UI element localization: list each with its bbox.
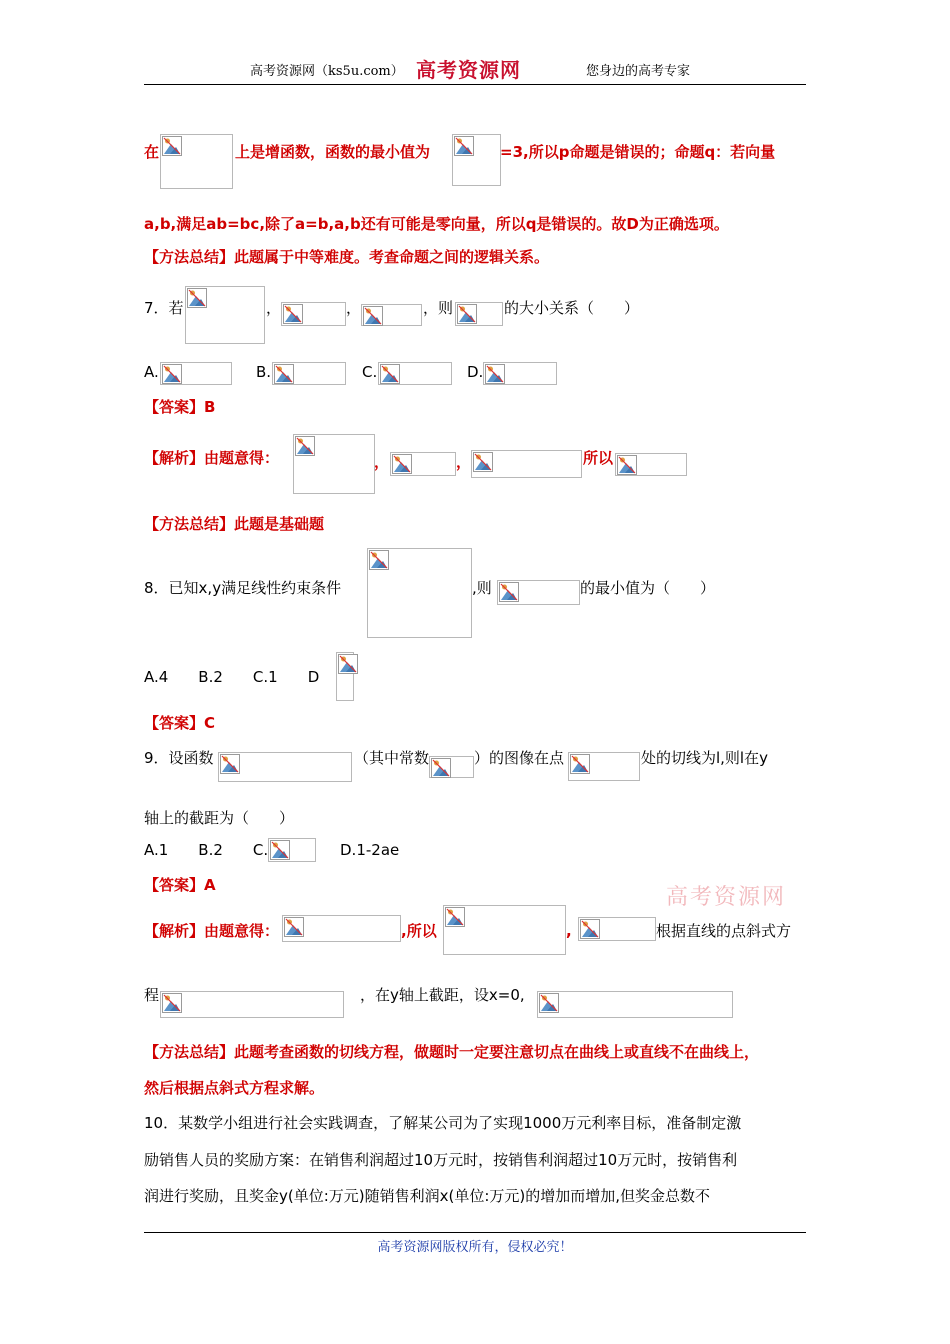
q7-text-a: 7．若 [144,299,184,317]
formula-image [281,302,346,326]
formula-image [483,362,557,385]
formula-image [361,304,422,326]
formula-image [429,756,474,778]
formula-image [367,548,472,638]
formula-image [218,752,352,782]
q8-text-b: ,则 [472,579,492,597]
q7-analysis-b: ， [374,453,390,471]
l1-text-c: =3,所以p命题是错误的；命题q：若向量 [500,143,776,161]
q9-text-e: 轴上的截距为（ ） [144,809,295,827]
formula-image [336,652,354,701]
q9-summary-2: 然后根据点斜式方程求解。 [144,1079,325,1097]
formula-image [378,362,452,385]
q9-analysis2-b: ，在y轴上截距，设x=0, [360,986,525,1004]
q9-analysis-b: ,所以 [401,922,437,940]
q7-analysis-a: 【解析】由题意得： [144,449,280,467]
q9-text-c: ）的图像在点 [474,749,565,767]
q9-answer: 【答案】A [144,876,216,894]
formula-image [160,134,233,189]
header-rule [144,84,806,85]
q7-text-c: ， [346,299,362,317]
formula-image [578,917,656,941]
formula-image [282,915,401,942]
q7-option-a: A. [144,363,159,381]
formula-image [471,450,582,478]
q7-text-e: 的大小关系（ ） [504,299,640,317]
formula-image [443,905,566,955]
formula-image [185,286,265,344]
q7-answer: 【答案】B [144,398,216,416]
formula-image [452,134,501,186]
q7-text-d: ，则 [423,299,454,317]
q9-text-a: 9．设函数 [144,749,214,767]
q7-option-d: D. [467,363,484,381]
l2-text: a,b,满足ab=bc,除了a=b,a,b还有可能是零向量，所以q是错误的。故D为正确选项。 [144,215,729,233]
q8-text-c: 的最小值为（ ） [580,579,716,597]
q7-analysis-d: 所以 [583,449,614,467]
q9-option-d: D.1-2ae [340,841,400,859]
watermark-logo: 高考资源网 [666,885,787,910]
q9-options-ab: A.1 B.2 C. [144,841,269,859]
formula-image [390,452,456,476]
q9-analysis-c: , [566,922,572,940]
q7-option-c: C. [362,363,378,381]
header-logo: 高考资源网 [416,58,521,82]
formula-image [272,362,346,385]
footer-rule [144,1232,806,1233]
formula-image [537,991,733,1018]
q9-analysis-a: 【解析】由题意得： [144,922,280,940]
formula-image [268,838,316,862]
q7-option-b: B. [256,363,272,381]
q10-line-2: 励销售人员的奖励方案：在销售利润超过10万元时，按销售利润超过10万元时，按销售利 [144,1151,738,1169]
formula-image [497,580,580,605]
q7-text-b: ， [266,299,282,317]
formula-image [160,362,232,385]
q8-answer: 【答案】C [144,714,216,732]
q8-text-a: 8．已知x,y满足线性约束条件 [144,579,342,597]
q9-text-b: （其中常数 [354,749,430,767]
q8-options: A.4 B.2 C.1 D [144,668,320,686]
q9-analysis-d: 根据直线的点斜式方 [656,922,792,940]
l1-text-b: 上是增函数，函数的最小值为 [235,143,431,161]
l1-text-a: 在 [144,143,160,161]
footer-text: 高考资源网版权所有，侵权必究！ [377,1240,573,1255]
q9-summary-1: 【方法总结】此题考查函数的切线方程，做题时一定要注意切点在曲线上或直线不在曲线上， [144,1043,760,1061]
q10-line-1: 10．某数学小组进行社会实践调查，了解某公司为了实现1000万元利率目标，准备制定激 [144,1114,742,1132]
q10-line-3: 润进行奖励，且奖金y(单位:万元)随销售利润x(单位:万元)的增加而增加,但奖金总数不 [144,1187,711,1205]
header-right: 您身边的高考专家 [586,64,691,79]
formula-image [455,302,503,326]
formula-image [293,434,375,494]
q9-analysis2-a: 程 [144,986,160,1004]
l3-summary: 【方法总结】此题属于中等难度。考查命题之间的逻辑关系。 [144,248,550,266]
formula-image [568,752,640,781]
q9-text-d: 处的切线为l,则l在y [641,749,768,767]
header-left: 高考资源网（ks5u.com） [250,64,404,79]
q7-analysis-c: ， [456,453,472,471]
q7-summary: 【方法总结】此题是基础题 [144,515,325,533]
formula-image [615,453,687,476]
formula-image [160,991,344,1018]
